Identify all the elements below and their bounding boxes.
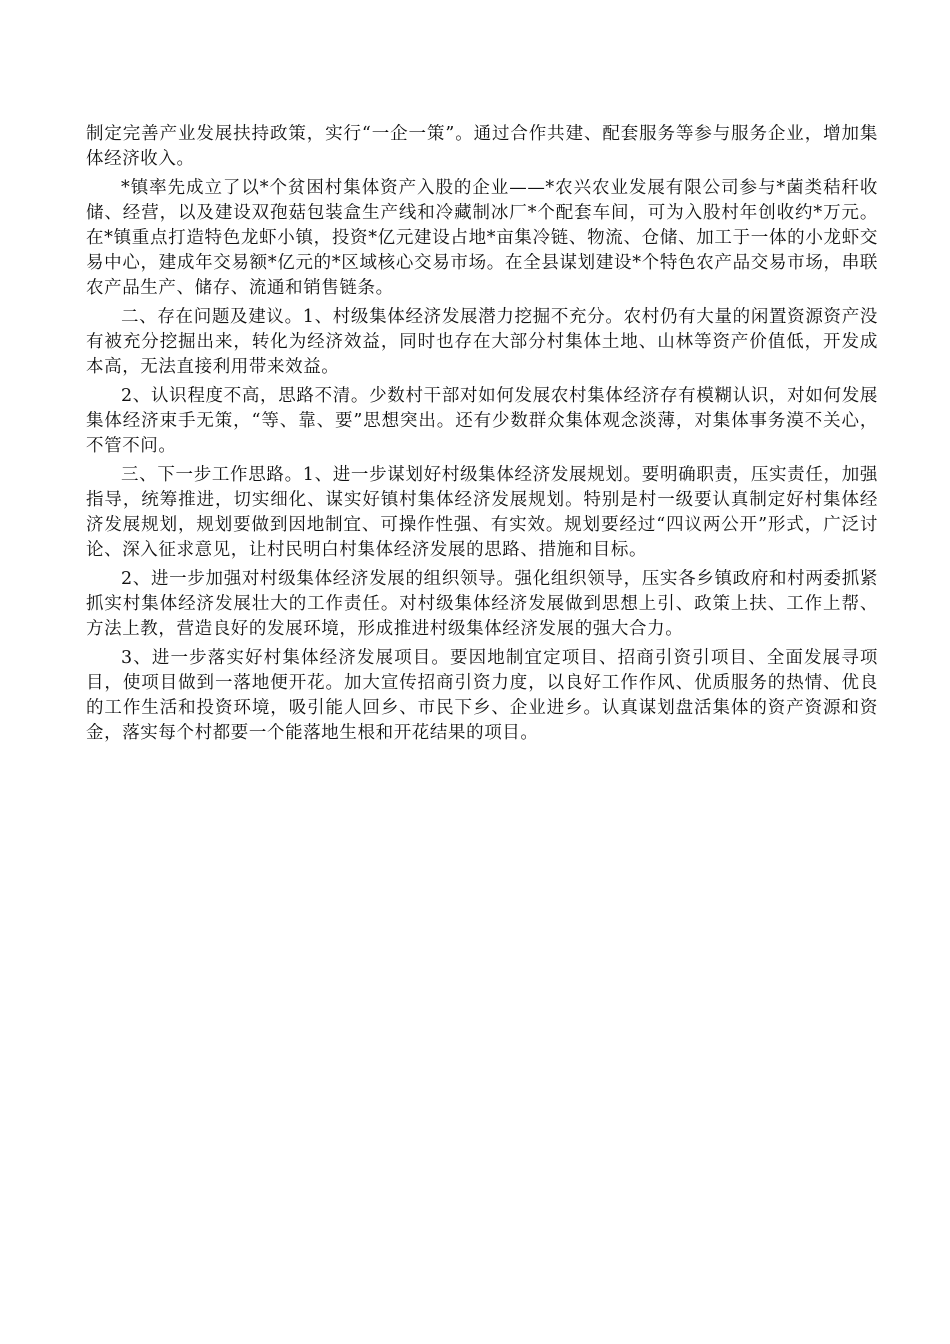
paragraph-next-steps: 三、下一步工作思路。1、进一步谋划好村级集体经济发展规划。要明确职责，压实责任，加强指导，统筹推进，切实细化、谋实好镇村集体经济发展规划。特别是村一级要认真制定好村集体经济发展规划，规划要做到因地制宜、可操作性强、有实效。规划要经过“四议两公开”形式，广泛讨论、深入征求意见，让村民明白村集体经济发展的思路、措施和目标。	[86, 465, 878, 560]
paragraph-continuation: 制定完善产业发展扶持政策，实行“一企一策”。通过合作共建、配套服务等参与服务企业，增加集体经济收入。	[86, 124, 878, 169]
paragraph-problems: 二、存在问题及建议。1、村级集体经济发展潜力挖掘不充分。农村仍有大量的闲置资源资产没有被充分挖掘出来，转化为经济效益，同时也存在大部分村集体土地、山林等资产价值低，开发成本高，无法直接利用带来效益。	[86, 307, 878, 377]
paragraph-leadership: 2、进一步加强对村级集体经济发展的组织领导。强化组织领导，压实各乡镇政府和村两委抓紧抓实村集体经济发展壮大的工作责任。对村级集体经济发展做到思想上引、政策上扶、工作上帮、方法上教，营造良好的发展环境，形成推进村级集体经济发展的强大合力。	[86, 569, 878, 639]
paragraph-town-enterprise: *镇率先成立了以*个贫困村集体资产入股的企业——*农兴农业发展有限公司参与*菌类秸秆收储、经营，以及建设双孢菇包装盒生产线和冷藏制冰厂*个配套车间，可为入股村年创收约*万元。在*镇重点打造特色龙虾小镇，投资*亿元建设占地*亩集冷链、物流、仓储、加工于一体的小龙虾交易中心，建成年交易额*亿元的*区域核心交易市场。在全县谋划建设*个特色农产品交易市场，串联农产品生产、储存、流通和销售链条。	[86, 178, 878, 298]
document-body	[86, 122, 878, 750]
paragraph-awareness: 2、认识程度不高，思路不清。少数村干部对如何发展农村集体经济存有模糊认识，对如何发展集体经济束手无策，“等、靠、要”思想突出。还有少数群众集体观念淡薄，对集体事务漠不关心，不管不问。	[86, 386, 878, 456]
paragraph-projects: 3、进一步落实好村集体经济发展项目。要因地制宜定项目、招商引资引项目、全面发展寻项目，使项目做到一落地便开花。加大宣传招商引资力度，以良好工作作风、优质服务的热情、优良的工作生活和投资环境，吸引能人回乡、市民下乡、企业进乡。认真谋划盘活集体的资产资源和资金，落实每个村都要一个能落地生根和开花结果的项目。	[86, 648, 878, 743]
